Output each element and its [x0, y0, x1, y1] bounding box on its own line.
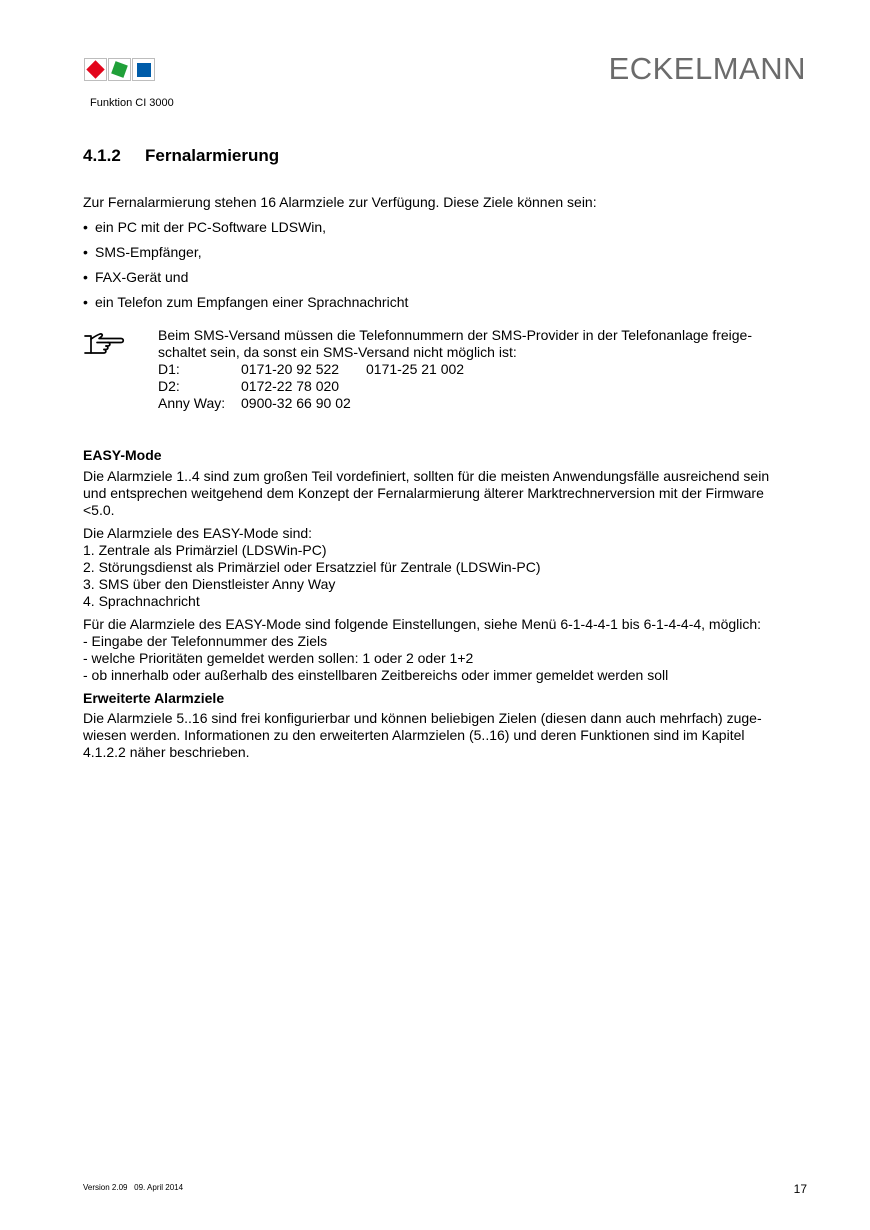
provider-number: 0172-22 78 020 [241, 378, 340, 394]
list-item: - Eingabe der Telefonnummer des Ziels [83, 633, 328, 649]
target-list [83, 219, 808, 311]
section-title: Fernalarmierung [145, 146, 280, 165]
provider-name: D2: [158, 378, 180, 394]
list-item: 2. Störungsdienst als Primärziel oder Ersatzziel für Zentrale (LDSWin-PC) [83, 559, 541, 575]
settings-intro: Für die Alarmziele des EASY-Mode sind folgende Einstellungen, siehe Menü 6-1-4-4-1 bis 6-1-4-4-4, möglich: [83, 616, 762, 632]
section-number: 4.1.2 [83, 146, 121, 165]
provider-name: D1: [158, 361, 180, 377]
advanced-heading: Erweiterte Alarmziele [83, 690, 225, 706]
note-text-line: Beim SMS-Versand müssen die Telefonnummern der SMS-Provider in der Telefonanlage freige- [158, 327, 753, 343]
version-text: Version 2.09 09. April 2014 [83, 1183, 184, 1192]
easy-settings [83, 616, 808, 684]
provider-number [366, 395, 464, 412]
easy-target-list [83, 525, 808, 610]
eckelmann-logo-icon [84, 58, 156, 84]
advanced-paragraph [83, 710, 808, 761]
easy-paragraph [83, 468, 808, 519]
text-line: Die Alarmziele 1..4 sind zum großen Teil vordefiniert, sollten für die meisten Anwendungsfälle ausreichend sein [83, 468, 770, 484]
brand-wordmark: ECKELMANN [608, 51, 806, 86]
text-line: Die Alarmziele 5..16 sind frei konfigurierbar und können beliebigen Zielen (diesen dann auch mehrfach) zuge- [83, 710, 762, 726]
table-row [158, 395, 464, 412]
list-item: • ein Telefon zum Empfangen einer Sprachnachricht [83, 294, 808, 311]
page-content [83, 194, 808, 761]
provider-number: 0171-25 21 002 [366, 361, 465, 377]
text-line: <5.0. [83, 502, 115, 518]
provider-name: Anny Way: [158, 395, 226, 411]
list-item: 4. Sprachnachricht [83, 593, 200, 609]
table-row [158, 378, 464, 395]
list-item: - ob innerhalb oder außerhalb des einstellbaren Zeitbereichs oder immer gemeldet werden soll [83, 667, 669, 683]
list-item: • SMS-Empfänger, [83, 244, 808, 261]
text-line: wiesen werden. Informationen zu den erweiterten Alarmzielen (5..16) und deren Funktionen sind im Kapitel [83, 727, 745, 743]
table-row [158, 361, 464, 378]
section-heading [83, 146, 279, 166]
list-item: 1. Zentrale als Primärziel (LDSWin-PC) [83, 542, 327, 558]
text-line: 4.1.2.2 näher beschrieben. [83, 744, 250, 760]
list-item: 3. SMS über den Dienstleister Anny Way [83, 576, 336, 592]
text-line: und entsprechen weitgehend dem Konzept der Fernalarmierung älterer Marktrechnerversion mit der Firmware [83, 485, 764, 501]
pointing-hand-icon [83, 331, 127, 357]
list-item: • FAX-Gerät und [83, 269, 808, 286]
list-intro: Die Alarmziele des EASY-Mode sind: [83, 525, 313, 541]
page-number: 17 [793, 1182, 807, 1196]
provider-number: 0171-20 92 522 [241, 361, 340, 377]
footer-version [83, 1183, 183, 1192]
list-item: - welche Prioritäten gemeldet werden sollen: 1 oder 2 oder 1+2 [83, 650, 474, 666]
provider-number: 0900-32 66 90 02 [241, 395, 351, 411]
provider-number [366, 378, 464, 395]
list-item: • ein PC mit der PC-Software LDSWin, [83, 219, 808, 236]
note-text-line: schaltet sein, da sonst ein SMS-Versand nicht möglich ist: [158, 344, 517, 360]
easy-mode-heading: EASY-Mode [83, 447, 162, 463]
note-block [83, 327, 808, 412]
intro-paragraph: Zur Fernalarmierung stehen 16 Alarmziele zur Verfügung. Diese Ziele können sein: [83, 194, 597, 210]
provider-table [158, 361, 464, 412]
header-subtitle: Funktion CI 3000 [90, 97, 174, 109]
